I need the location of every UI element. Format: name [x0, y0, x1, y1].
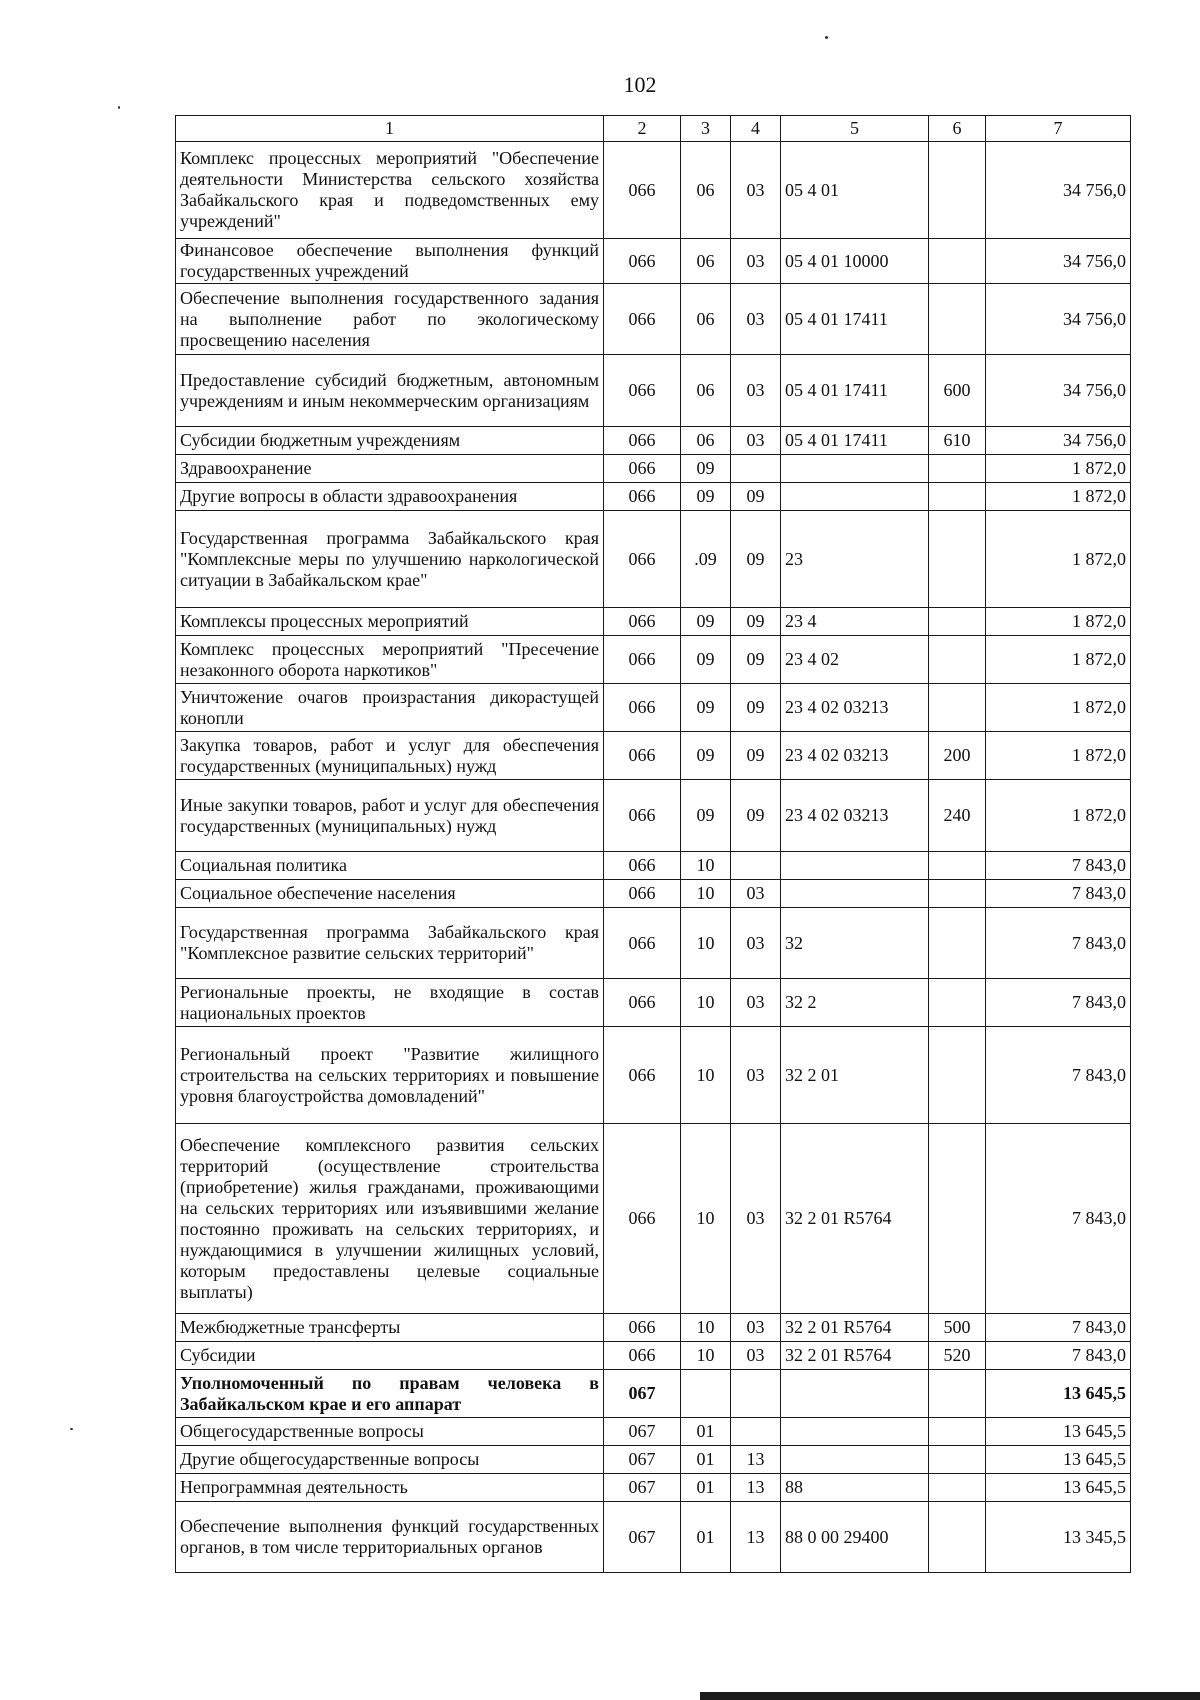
cell-subsection	[731, 455, 781, 483]
cell-expense-type	[929, 908, 986, 979]
cell-expense-type	[929, 1124, 986, 1314]
cell-section: 10	[681, 1342, 731, 1370]
cell-expense-type	[929, 1502, 986, 1573]
cell-section: 10	[681, 880, 731, 908]
cell-admin-code: 066	[604, 142, 681, 239]
column-header: 6	[929, 116, 986, 142]
row-name: Обеспечение комплексного развития сельских территорий (осуществление строительства (приобретение) жилья гражданами, проживающими на сельских территориях или изъявившими желание постоянно проживать на сельских территориях, и нуждающимися в улучшении жилищных условий, которым предоставлены целевые социальные выплаты)	[176, 1124, 604, 1314]
cell-target-article: 32 2 01 R5764	[781, 1342, 929, 1370]
cell-target-article	[781, 1418, 929, 1446]
cell-section: 09	[681, 483, 731, 511]
cell-section: 01	[681, 1418, 731, 1446]
cell-target-article: 32 2 01 R5764	[781, 1124, 929, 1314]
cell-expense-type	[929, 608, 986, 636]
cell-admin-code: 066	[604, 608, 681, 636]
cell-amount: 1 872,0	[986, 684, 1131, 732]
row-name: Государственная программа Забайкальского края "Комплексные меры по улучшению наркологической ситуации в Забайкальском крае"	[176, 511, 604, 608]
row-name: Государственная программа Забайкальского края "Комплексное развитие сельских территорий"	[176, 908, 604, 979]
cell-expense-type	[929, 511, 986, 608]
cell-target-article: 32 2	[781, 979, 929, 1027]
cell-section: 09	[681, 684, 731, 732]
cell-amount: 7 843,0	[986, 1342, 1131, 1370]
cell-subsection: 03	[731, 1314, 781, 1342]
cell-amount: 1 872,0	[986, 483, 1131, 511]
table-row	[176, 1370, 1131, 1418]
cell-admin-code: 066	[604, 780, 681, 852]
cell-subsection: 09	[731, 732, 781, 780]
cell-amount: 7 843,0	[986, 908, 1131, 979]
row-name: Социальное обеспечение населения	[176, 880, 604, 908]
cell-subsection	[731, 1370, 781, 1418]
cell-subsection: 13	[731, 1474, 781, 1502]
table-header-row	[176, 116, 1131, 142]
table-row	[176, 455, 1131, 483]
cell-expense-type	[929, 239, 986, 284]
row-name: Другие общегосударственные вопросы	[176, 1446, 604, 1474]
cell-subsection: 03	[731, 355, 781, 427]
cell-section: 10	[681, 1124, 731, 1314]
row-name: Уничтожение очагов произрастания дикорастущей конопли	[176, 684, 604, 732]
cell-admin-code: 066	[604, 483, 681, 511]
scan-speck	[118, 106, 120, 109]
cell-expense-type: 500	[929, 1314, 986, 1342]
cell-section: 01	[681, 1474, 731, 1502]
cell-section: 09	[681, 608, 731, 636]
cell-subsection: 09	[731, 684, 781, 732]
cell-admin-code: 067	[604, 1474, 681, 1502]
cell-target-article: 88	[781, 1474, 929, 1502]
cell-amount: 1 872,0	[986, 608, 1131, 636]
cell-section: 06	[681, 284, 731, 355]
cell-admin-code: 066	[604, 852, 681, 880]
cell-amount: 7 843,0	[986, 1027, 1131, 1124]
scan-speck	[825, 36, 828, 39]
cell-target-article: 23 4 02 03213	[781, 732, 929, 780]
cell-amount: 13 645,5	[986, 1446, 1131, 1474]
cell-admin-code: 066	[604, 979, 681, 1027]
cell-admin-code: 067	[604, 1418, 681, 1446]
cell-expense-type	[929, 636, 986, 684]
cell-subsection: 09	[731, 780, 781, 852]
row-name: Обеспечение выполнения государственного задания на выполнение работ по экологическому просвещению населения	[176, 284, 604, 355]
cell-section: 06	[681, 355, 731, 427]
column-header: 3	[681, 116, 731, 142]
cell-expense-type	[929, 455, 986, 483]
table-row	[176, 1314, 1131, 1342]
row-name: Социальная политика	[176, 852, 604, 880]
row-name: Субсидии бюджетным учреждениям	[176, 427, 604, 455]
cell-target-article: 05 4 01 17411	[781, 284, 929, 355]
row-name: Региональный проект "Развитие жилищного строительства на сельских территориях и повышение уровня благоустройства домовладений"	[176, 1027, 604, 1124]
table-row	[176, 284, 1131, 355]
cell-expense-type: 240	[929, 780, 986, 852]
cell-expense-type	[929, 284, 986, 355]
table-row	[176, 1418, 1131, 1446]
budget-table	[175, 115, 1131, 1573]
cell-target-article	[781, 483, 929, 511]
column-header: 7	[986, 116, 1131, 142]
cell-subsection: 13	[731, 1502, 781, 1573]
cell-expense-type: 200	[929, 732, 986, 780]
cell-amount: 1 872,0	[986, 732, 1131, 780]
cell-expense-type	[929, 1474, 986, 1502]
row-name: Здравоохранение	[176, 455, 604, 483]
column-header: 4	[731, 116, 781, 142]
cell-admin-code: 066	[604, 284, 681, 355]
cell-admin-code: 067	[604, 1446, 681, 1474]
cell-subsection: 03	[731, 908, 781, 979]
row-name: Иные закупки товаров, работ и услуг для обеспечения государственных (муниципальных) нужд	[176, 780, 604, 852]
row-name: Региональные проекты, не входящие в состав национальных проектов	[176, 979, 604, 1027]
cell-target-article: 23 4	[781, 608, 929, 636]
cell-section: .09	[681, 511, 731, 608]
table-row	[176, 684, 1131, 732]
table-row	[176, 1502, 1131, 1573]
cell-expense-type	[929, 880, 986, 908]
table-row	[176, 852, 1131, 880]
cell-admin-code: 066	[604, 1314, 681, 1342]
cell-subsection: 03	[731, 142, 781, 239]
cell-subsection: 09	[731, 511, 781, 608]
cell-subsection: 03	[731, 427, 781, 455]
cell-expense-type: 520	[929, 1342, 986, 1370]
cell-admin-code: 066	[604, 455, 681, 483]
cell-target-article: 23 4 02 03213	[781, 684, 929, 732]
cell-amount: 13 345,5	[986, 1502, 1131, 1573]
table-row	[176, 780, 1131, 852]
cell-admin-code: 066	[604, 636, 681, 684]
cell-target-article: 23 4 02	[781, 636, 929, 684]
cell-subsection	[731, 852, 781, 880]
row-name: Комплексы процессных мероприятий	[176, 608, 604, 636]
cell-target-article: 32 2 01	[781, 1027, 929, 1124]
cell-expense-type	[929, 979, 986, 1027]
table-row	[176, 979, 1131, 1027]
table-row	[176, 355, 1131, 427]
cell-section: 10	[681, 1027, 731, 1124]
cell-amount: 34 756,0	[986, 239, 1131, 284]
cell-admin-code: 066	[604, 511, 681, 608]
cell-expense-type: 610	[929, 427, 986, 455]
scan-edge-bar	[700, 1692, 1200, 1700]
row-name: Комплекс процессных мероприятий "Пресечение незаконного оборота наркотиков"	[176, 636, 604, 684]
cell-admin-code: 066	[604, 1027, 681, 1124]
cell-expense-type	[929, 142, 986, 239]
cell-section: 10	[681, 908, 731, 979]
table-row	[176, 636, 1131, 684]
cell-subsection: 03	[731, 284, 781, 355]
row-name: Финансовое обеспечение выполнения функций государственных учреждений	[176, 239, 604, 284]
cell-section: 06	[681, 239, 731, 284]
cell-subsection: 03	[731, 1342, 781, 1370]
cell-subsection: 03	[731, 1027, 781, 1124]
cell-target-article: 88 0 00 29400	[781, 1502, 929, 1573]
row-name: Общегосударственные вопросы	[176, 1418, 604, 1446]
cell-admin-code: 067	[604, 1370, 681, 1418]
cell-target-article	[781, 1446, 929, 1474]
cell-subsection: 09	[731, 483, 781, 511]
cell-subsection: 03	[731, 1124, 781, 1314]
cell-expense-type	[929, 1446, 986, 1474]
scan-speck	[70, 1428, 73, 1430]
cell-amount: 13 645,5	[986, 1370, 1131, 1418]
cell-admin-code: 066	[604, 1124, 681, 1314]
cell-section: 06	[681, 427, 731, 455]
cell-target-article	[781, 455, 929, 483]
cell-amount: 7 843,0	[986, 979, 1131, 1027]
cell-target-article: 05 4 01	[781, 142, 929, 239]
cell-expense-type	[929, 684, 986, 732]
cell-amount: 1 872,0	[986, 780, 1131, 852]
table-row	[176, 239, 1131, 284]
cell-target-article	[781, 1370, 929, 1418]
cell-amount: 7 843,0	[986, 1314, 1131, 1342]
table-row	[176, 732, 1131, 780]
table-row	[176, 142, 1131, 239]
cell-section: 09	[681, 780, 731, 852]
table-body	[176, 142, 1131, 1573]
table-row	[176, 880, 1131, 908]
cell-amount: 7 843,0	[986, 1124, 1131, 1314]
cell-section: 10	[681, 979, 731, 1027]
cell-expense-type	[929, 1027, 986, 1124]
cell-subsection	[731, 1418, 781, 1446]
page-number: 102	[623, 72, 657, 97]
cell-subsection: 13	[731, 1446, 781, 1474]
cell-admin-code: 066	[604, 355, 681, 427]
cell-target-article: 05 4 01 17411	[781, 355, 929, 427]
table-row	[176, 1474, 1131, 1502]
cell-admin-code: 066	[604, 732, 681, 780]
row-name: Другие вопросы в области здравоохранения	[176, 483, 604, 511]
cell-subsection: 09	[731, 636, 781, 684]
cell-admin-code: 066	[604, 684, 681, 732]
cell-admin-code: 067	[604, 1502, 681, 1573]
cell-amount: 7 843,0	[986, 880, 1131, 908]
cell-target-article: 32	[781, 908, 929, 979]
row-name: Комплекс процессных мероприятий "Обеспечение деятельности Министерства сельского хозяйства Забайкальского края и подведомственных ему учреждений"	[176, 142, 604, 239]
column-header: 1	[176, 116, 604, 142]
cell-section: 10	[681, 1314, 731, 1342]
cell-section: 01	[681, 1502, 731, 1573]
cell-section: 09	[681, 455, 731, 483]
cell-amount: 34 756,0	[986, 355, 1131, 427]
cell-subsection: 03	[731, 239, 781, 284]
cell-section	[681, 1370, 731, 1418]
row-name: Предоставление субсидий бюджетным, автономным учреждениям и иным некоммерческим организациям	[176, 355, 604, 427]
cell-section: 06	[681, 142, 731, 239]
table-row	[176, 1342, 1131, 1370]
cell-target-article	[781, 852, 929, 880]
cell-target-article: 32 2 01 R5764	[781, 1314, 929, 1342]
cell-expense-type	[929, 852, 986, 880]
cell-admin-code: 066	[604, 880, 681, 908]
cell-target-article: 23	[781, 511, 929, 608]
cell-admin-code: 066	[604, 239, 681, 284]
table-row	[176, 1124, 1131, 1314]
cell-expense-type: 600	[929, 355, 986, 427]
cell-admin-code: 066	[604, 908, 681, 979]
cell-target-article	[781, 880, 929, 908]
cell-amount: 1 872,0	[986, 455, 1131, 483]
row-name: Закупка товаров, работ и услуг для обеспечения государственных (муниципальных) нужд	[176, 732, 604, 780]
cell-admin-code: 066	[604, 1342, 681, 1370]
cell-expense-type	[929, 1370, 986, 1418]
cell-expense-type	[929, 483, 986, 511]
row-name: Обеспечение выполнения функций государственных органов, в том числе территориальных органов	[176, 1502, 604, 1573]
cell-amount: 34 756,0	[986, 284, 1131, 355]
cell-target-article: 05 4 01 10000	[781, 239, 929, 284]
table-row	[176, 1446, 1131, 1474]
cell-subsection: 09	[731, 608, 781, 636]
table-row	[176, 1027, 1131, 1124]
cell-amount: 1 872,0	[986, 511, 1131, 608]
cell-target-article: 05 4 01 17411	[781, 427, 929, 455]
cell-section: 09	[681, 636, 731, 684]
cell-amount: 34 756,0	[986, 142, 1131, 239]
cell-amount: 7 843,0	[986, 852, 1131, 880]
table-row	[176, 608, 1131, 636]
cell-section: 10	[681, 852, 731, 880]
cell-section: 01	[681, 1446, 731, 1474]
cell-target-article: 23 4 02 03213	[781, 780, 929, 852]
cell-subsection: 03	[731, 979, 781, 1027]
cell-amount: 1 872,0	[986, 636, 1131, 684]
column-header: 2	[604, 116, 681, 142]
cell-admin-code: 066	[604, 427, 681, 455]
column-header: 5	[781, 116, 929, 142]
table-row	[176, 511, 1131, 608]
table-row	[176, 427, 1131, 455]
cell-amount: 34 756,0	[986, 427, 1131, 455]
table-row	[176, 483, 1131, 511]
cell-amount: 13 645,5	[986, 1474, 1131, 1502]
row-name: Субсидии	[176, 1342, 604, 1370]
row-name: Непрограммная деятельность	[176, 1474, 604, 1502]
cell-amount: 13 645,5	[986, 1418, 1131, 1446]
cell-expense-type	[929, 1418, 986, 1446]
cell-subsection: 03	[731, 880, 781, 908]
cell-section: 09	[681, 732, 731, 780]
row-name: Межбюджетные трансферты	[176, 1314, 604, 1342]
table-row	[176, 908, 1131, 979]
row-name: Уполномоченный по правам человека в Забайкальском крае и его аппарат	[176, 1370, 604, 1418]
